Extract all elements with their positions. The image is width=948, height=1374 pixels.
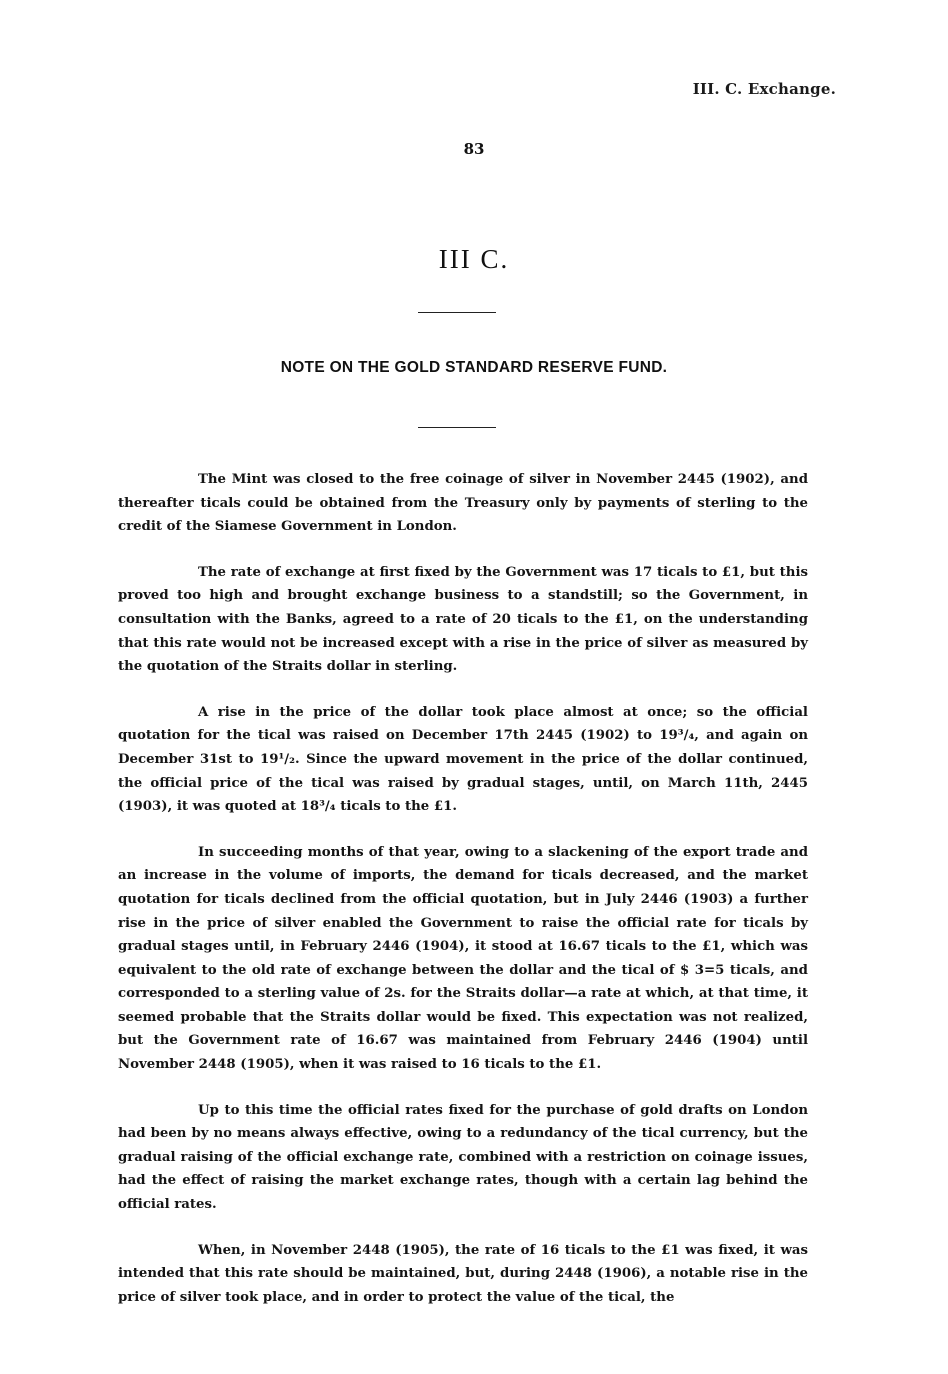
page-number: 83 bbox=[463, 140, 485, 158]
divider-rule-bottom bbox=[418, 427, 496, 428]
paragraph-november-2448: When, in November 2448 (1905), the rate of 16 ticals to the £1 was fixed, it was intended that this rate should be maintained, but, during 2448 (1906), a notable rise in the price of silver took place, and in order to protect the value of the tical, the bbox=[118, 1242, 808, 1305]
body-text bbox=[118, 468, 808, 1309]
paragraph-mint-closure: The Mint was closed to the free coinage of silver in November 2445 (1902), and thereafter ticals could be obtained from the Treasury only by payments of sterling to the credit of the Siamese Government in London. bbox=[118, 472, 808, 535]
paragraph-initial-rate: The rate of exchange at first fixed by the Government was 17 ticals to £1, but this proved too high and brought exchange business to a standstill; so the Government, in consultation with the Banks, agreed to a rate of 20 ticals to the £1, on the understanding that this rate would not be increased except with a rise in the price of silver as measured by the quotation of the Straits dollar in sterling. bbox=[118, 564, 808, 675]
page-title: NOTE ON THE GOLD STANDARD RESERVE FUND. bbox=[280, 359, 668, 376]
running-head: III. C. Exchange. bbox=[692, 80, 836, 98]
paragraph-succeeding-months: In succeeding months of that year, owing to a slackening of the export trade and an increase in the volume of imports, the demand for ticals decreased, and the market quotation for ticals declined from the official quotation, but in July 2446 (1903) a further rise in the price of silver enabled the Government to raise the official rate for ticals by gradual stages until, in February 2446 (1904), it stood at 16.67 ticals to the £1, which was equivalent to the old rate of exchange between the dollar and the tical of $ 3=5 ticals, and corresponded to a sterling value of 2s. for the Straits dollar—a rate at which, at that time, it seemed probable that the Straits dollar would be fixed. This expectation was not realized, but the Government rate of 16.67 was maintained from February 2446 (1904) until November 2448 (1905), when it was raised to 16 ticals to the £1. bbox=[118, 844, 808, 1073]
section-number: III C. bbox=[438, 244, 510, 274]
divider-rule-top bbox=[418, 312, 496, 313]
paragraph-official-rates: Up to this time the official rates fixed for the purchase of gold drafts on London had been by no means always effective, owing to a redundancy of the tical currency, but the gradual raising of the official exchange rate, combined with a restriction on coinage issues, had the effect of raising the market exchange rates, though with a certain lag behind the official rates. bbox=[118, 1102, 808, 1213]
paragraph-dollar-rise: A rise in the price of the dollar took place almost at once; so the official quotation for the tical was raised on December 17th 2445 (1902) to 19³/₄, and again on December 31st to 19¹/₂. Since the upward movement in the price of the dollar continued, the official price of the tical was raised by gradual stages, until, on March 11th, 2445 (1903), it was quoted at 18³/₄ ticals to the £1. bbox=[118, 704, 808, 815]
